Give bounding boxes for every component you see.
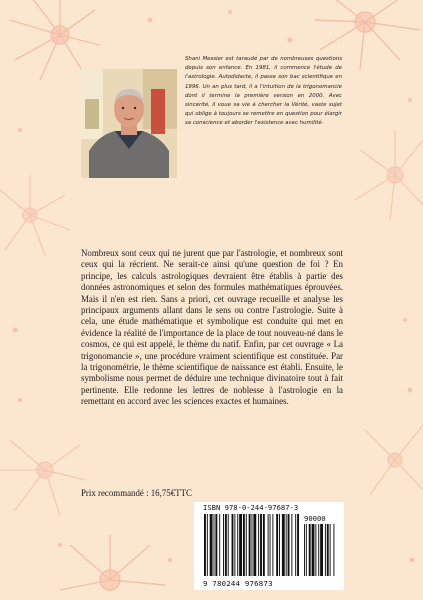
- author-bio: Shani Messier est taraudé par de nombreuses questions depuis son enfance. En 1981, il commence l'étude de l'astrologie. Autodidacte, il passe son bac scientifique en 1996. Un an plus tard, il a l'intuition de la trigonomancie dont il termine la première version en 2000. Avec sincérité, il voue sa vie à chercher la Vérité, vaste sujet qui oblige à toujours se remettre en question pour élargir sa conscience et aborder l'existence avec humilité.: [185, 56, 342, 127]
- barcode-bar: [276, 514, 278, 576]
- addon-bar: [318, 524, 319, 576]
- ean-digits: 9 780244 976873: [203, 579, 273, 588]
- barcode-bar: [288, 514, 290, 576]
- barcode-bar: [270, 514, 271, 576]
- barcode-bar: [214, 514, 215, 576]
- barcode-bar: [263, 514, 265, 576]
- addon-bar: [315, 524, 316, 576]
- barcode-bar: [268, 514, 269, 576]
- barcode-bar: [249, 514, 251, 576]
- addon-bar: [330, 524, 331, 576]
- barcode-bar: [234, 514, 235, 576]
- barcode-bar: [252, 514, 253, 576]
- flower-bottom-right: [365, 425, 423, 495]
- addon-bar: [304, 524, 305, 576]
- barcode-bar: [228, 514, 229, 576]
- book-description: Nombreux sont ceux qui ne jurent que par l'astrologie, et nombreux sont ceux qui la récrient. Ne serait-ce ainsi qu'une question de foi ? En principe, les calculs astrologiques devraient être établis à partie des données astronomiques et selon des formules mathématiques éprouvées. Mais il n'en est rien. Sans a priori, cet ouvrage recueille et analyse les principaux arguments allant dans le sens ou contre l'astrologie. Suite à cela, une étude mathématique et symbolique est conduite qui met en évidence la réalité de l'importance de la place de tout nouveau-né dans le cosmos, ce qui est appelé, le thème du natif. Enfin, par cet ouvrage « La trigonomancie », une procédure vraiment scientifique est constituée. Par la trigonométrie, le thème scientifique de naissance est établi. Ensuite, le symbolisme nous permet de déduire une technique divinatoire tout à fait pertinente. Elle redonne les lettres de noblesse à l'astrologie en la remettant en accord avec les sciences exactes et humaines.: [81, 248, 343, 407]
- barcode-bar: [253, 514, 256, 576]
- flower-mid-left: [0, 175, 70, 255]
- barcode-bar: [223, 514, 224, 576]
- barcode-bar: [279, 514, 280, 576]
- barcode-bar: [239, 514, 242, 576]
- price-addon-code: 90000: [304, 514, 326, 523]
- barcode-bar: [291, 514, 292, 576]
- author-photo: [81, 69, 177, 178]
- barcode-bar: [243, 514, 245, 576]
- flower-top-left: [10, 0, 100, 80]
- barcode-bar: [282, 514, 285, 576]
- barcode-bar: [204, 514, 206, 576]
- barcode-bar: [232, 514, 234, 576]
- recommended-price: Prix recommandé : 16,75€TTC: [81, 488, 192, 498]
- addon-bar: [333, 524, 334, 576]
- barcode-bar: [219, 514, 220, 576]
- addon-bar: [309, 524, 311, 576]
- barcode-bar: [295, 514, 296, 576]
- barcode-bar: [260, 514, 262, 576]
- addon-bar: [327, 524, 329, 576]
- addon-bar: [306, 524, 307, 576]
- addon-bar: [325, 524, 326, 576]
- barcode-bar: [237, 514, 238, 576]
- barcode-bar: [207, 514, 208, 576]
- barcode-bar: [286, 514, 287, 576]
- barcode-bar: [272, 514, 273, 576]
- barcode-bar: [246, 514, 247, 576]
- barcode-bar: [225, 514, 227, 576]
- barcode-bar: [215, 514, 217, 576]
- addon-bar: [312, 524, 315, 576]
- flower-bottom-left: [60, 535, 165, 590]
- barcode-bars: [194, 502, 344, 590]
- author-portrait: [81, 69, 177, 178]
- barcode-bar: [258, 514, 259, 576]
- flower-mid-right: [355, 130, 423, 220]
- isbn-label: ISBN 978-0-244-97687-3: [203, 503, 299, 512]
- barcode-bar: [297, 514, 299, 576]
- flower-low-left: [0, 440, 85, 515]
- barcode-bar: [210, 514, 213, 576]
- addon-bar: [320, 524, 323, 576]
